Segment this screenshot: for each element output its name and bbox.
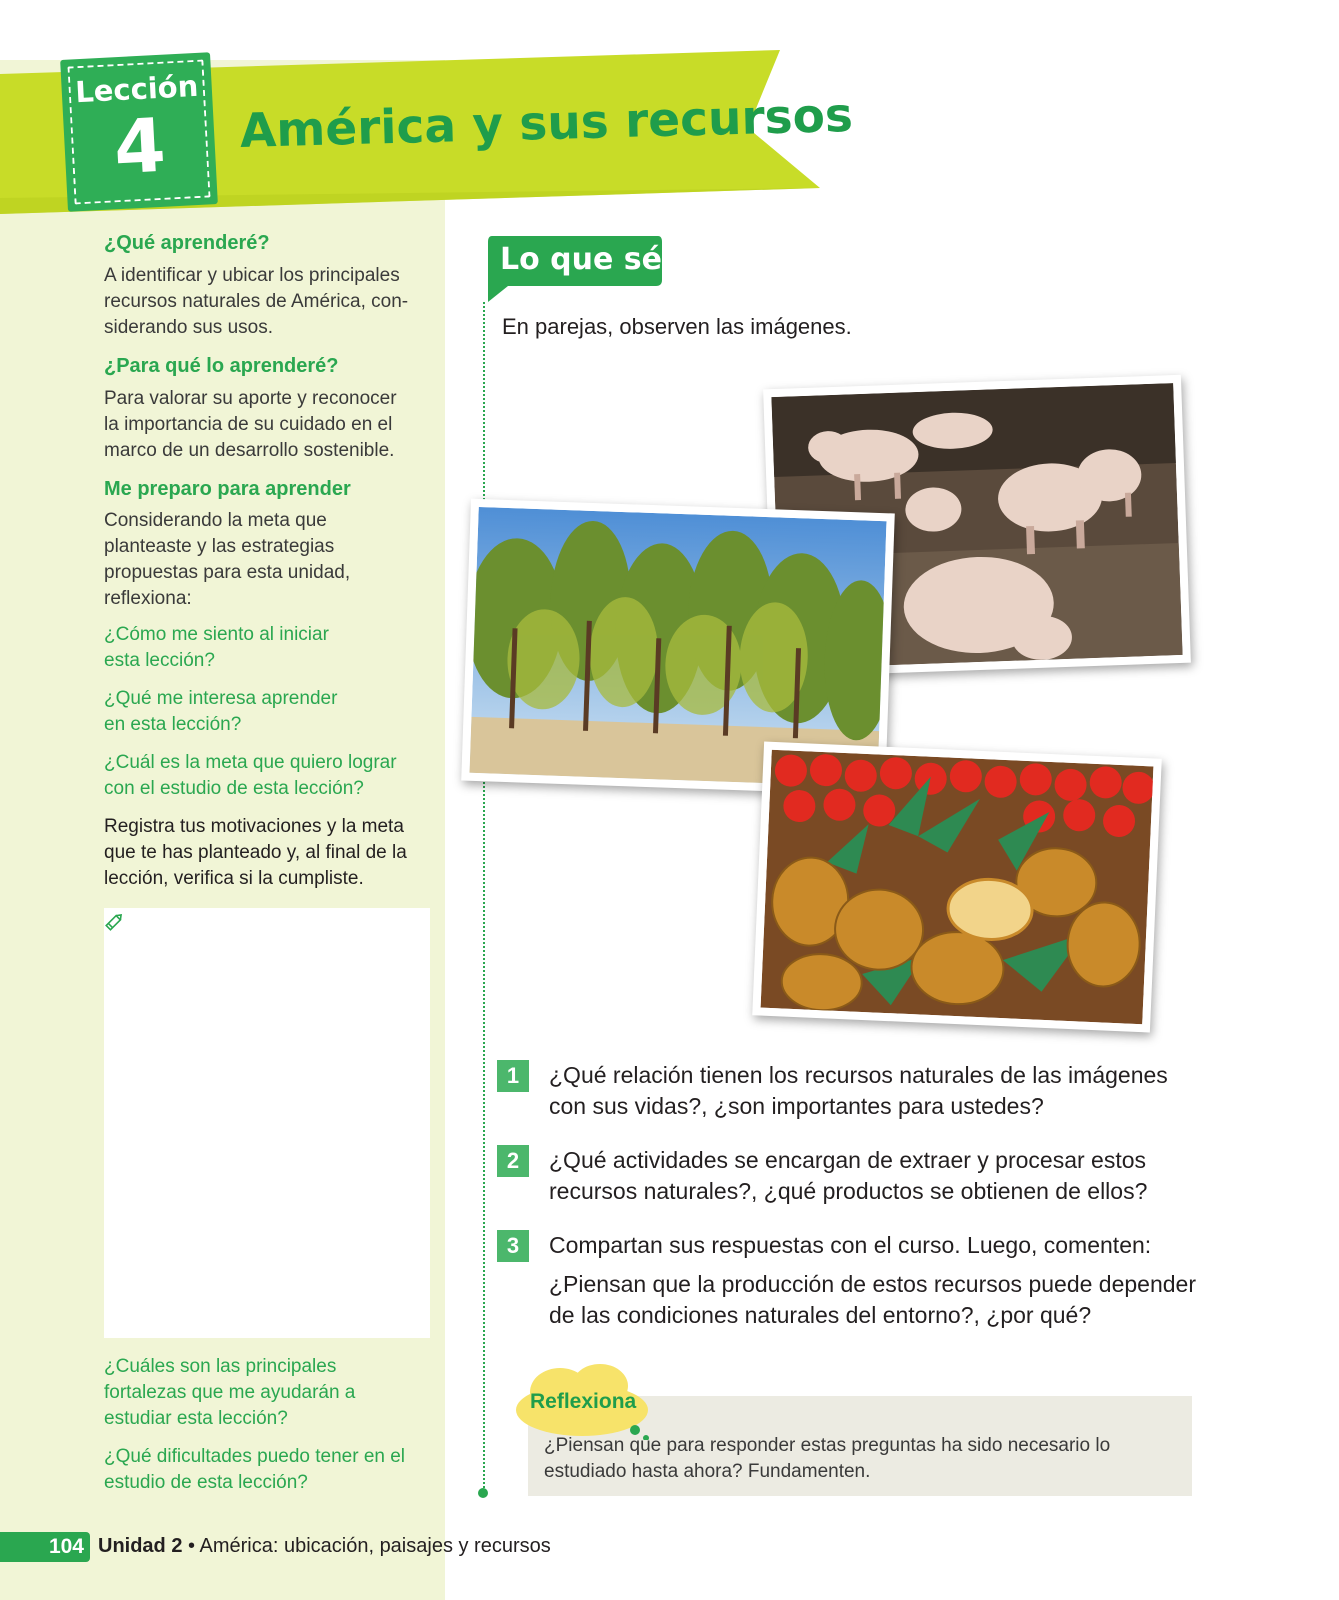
- text-line: Considerando la meta que: [104, 510, 327, 531]
- prompt-difficulties: [104, 1444, 405, 1496]
- lesson-badge: [60, 52, 218, 212]
- heading-why-learn: ¿Para qué lo aprenderé?: [104, 355, 339, 377]
- text-line: ¿Cuál es la meta que quiero lograr: [104, 752, 397, 773]
- text-prepare: [104, 508, 350, 612]
- lo-que-se-label: Lo que sé: [500, 242, 662, 277]
- section-divider: [483, 302, 485, 1492]
- page-number: 104: [48, 1535, 84, 1558]
- footer-unit: Unidad 2: [98, 1535, 183, 1557]
- text-line: ¿Qué dificultades puedo tener en el: [104, 1446, 406, 1467]
- heading-what-learn: ¿Qué aprenderé?: [104, 232, 270, 254]
- text-line: estudio de esta lección?: [104, 1472, 308, 1493]
- photo-fruit-market: [752, 741, 1162, 1032]
- register-instructions: [104, 814, 407, 892]
- reflexiona-text: [544, 1433, 1164, 1485]
- text-what-learn: [104, 263, 408, 341]
- text-line: ¿Qué me interesa aprender: [104, 688, 338, 709]
- prompt-strengths: [104, 1354, 355, 1432]
- text-line: lección, verifica si la cumpliste.: [104, 868, 364, 889]
- text-line: marco de un desarrollo sostenible.: [104, 440, 395, 461]
- text-line: ¿Piensan que para responder estas preguntas ha sido necesario lo: [544, 1435, 1111, 1456]
- text-line: con sus vidas?, ¿son importantes para ustedes?: [549, 1093, 1044, 1119]
- question-number-2: 2: [497, 1145, 529, 1177]
- text-line: ¿Piensan que la producción de estos recursos puede depender: [549, 1271, 1196, 1297]
- text-line: estudiado hasta ahora? Fundamenten.: [544, 1461, 871, 1482]
- text-line: propuestas para esta unidad,: [104, 562, 351, 583]
- pencil-icon: [102, 910, 126, 934]
- intro-instruction: En parejas, observen las imágenes.: [502, 314, 852, 339]
- text-line: Compartan sus respuestas con el curso. Luego, comenten:: [549, 1232, 1152, 1258]
- text-line: recursos naturales de América, con-: [104, 291, 409, 312]
- text-line: recursos naturales?, ¿qué productos se obtienen de ellos?: [549, 1178, 1148, 1204]
- text-line: esta lección?: [104, 650, 215, 671]
- question-number-3: 3: [497, 1230, 529, 1262]
- notes-writing-area[interactable]: [104, 908, 430, 1338]
- reflexiona-label: Reflexiona: [530, 1390, 637, 1413]
- text-line: ¿Qué relación tienen los recursos naturales de las imágenes: [549, 1062, 1168, 1088]
- text-line: de las condiciones naturales del entorno?, ¿por qué?: [549, 1302, 1092, 1328]
- question-2-text: [549, 1145, 1209, 1207]
- footer-bullet: •: [188, 1535, 196, 1557]
- text-line: la importancia de su cuidado en el: [104, 414, 393, 435]
- question-number-1: 1: [497, 1060, 529, 1092]
- text-line: Para valorar su aporte y reconocer: [104, 388, 397, 409]
- text-line: ¿Qué actividades se encargan de extraer y procesar estos: [549, 1147, 1147, 1173]
- footer-running-head: [98, 1535, 551, 1558]
- question-1-text: [549, 1060, 1209, 1122]
- text-line: Registra tus motivaciones y la meta: [104, 816, 404, 837]
- prompt-goal: [104, 750, 397, 802]
- text-line: planteaste y las estrategias: [104, 536, 335, 557]
- lesson-label: Lección: [74, 68, 200, 110]
- footer-subtitle: América: ubicación, paisajes y recursos: [199, 1535, 551, 1557]
- text-line: en esta lección?: [104, 714, 242, 735]
- text-line: reflexiona:: [104, 588, 192, 609]
- question-3-subtext: [549, 1269, 1209, 1331]
- divider-end-dot: [478, 1488, 488, 1498]
- heading-prepare: Me preparo para aprender: [104, 478, 351, 500]
- lesson-number: 4: [111, 102, 168, 192]
- text-line: estudiar esta lección?: [104, 1408, 288, 1429]
- text-why-learn: [104, 386, 397, 464]
- text-line: que te has planteado y, al final de la: [104, 842, 407, 863]
- text-line: A identificar y ubicar los principales: [104, 265, 400, 286]
- prompt-interest: [104, 686, 337, 738]
- lesson-title: América y sus recursos: [239, 87, 854, 159]
- question-3-text: [549, 1230, 1209, 1331]
- text-line: ¿Cómo me siento al iniciar: [104, 624, 329, 645]
- prompt-feeling: [104, 622, 329, 674]
- text-line: fortalezas que me ayudarán a: [104, 1382, 356, 1403]
- text-line: siderando sus usos.: [104, 317, 273, 338]
- text-line: ¿Cuáles son las principales: [104, 1356, 337, 1377]
- text-line: con el estudio de esta lección?: [104, 778, 364, 799]
